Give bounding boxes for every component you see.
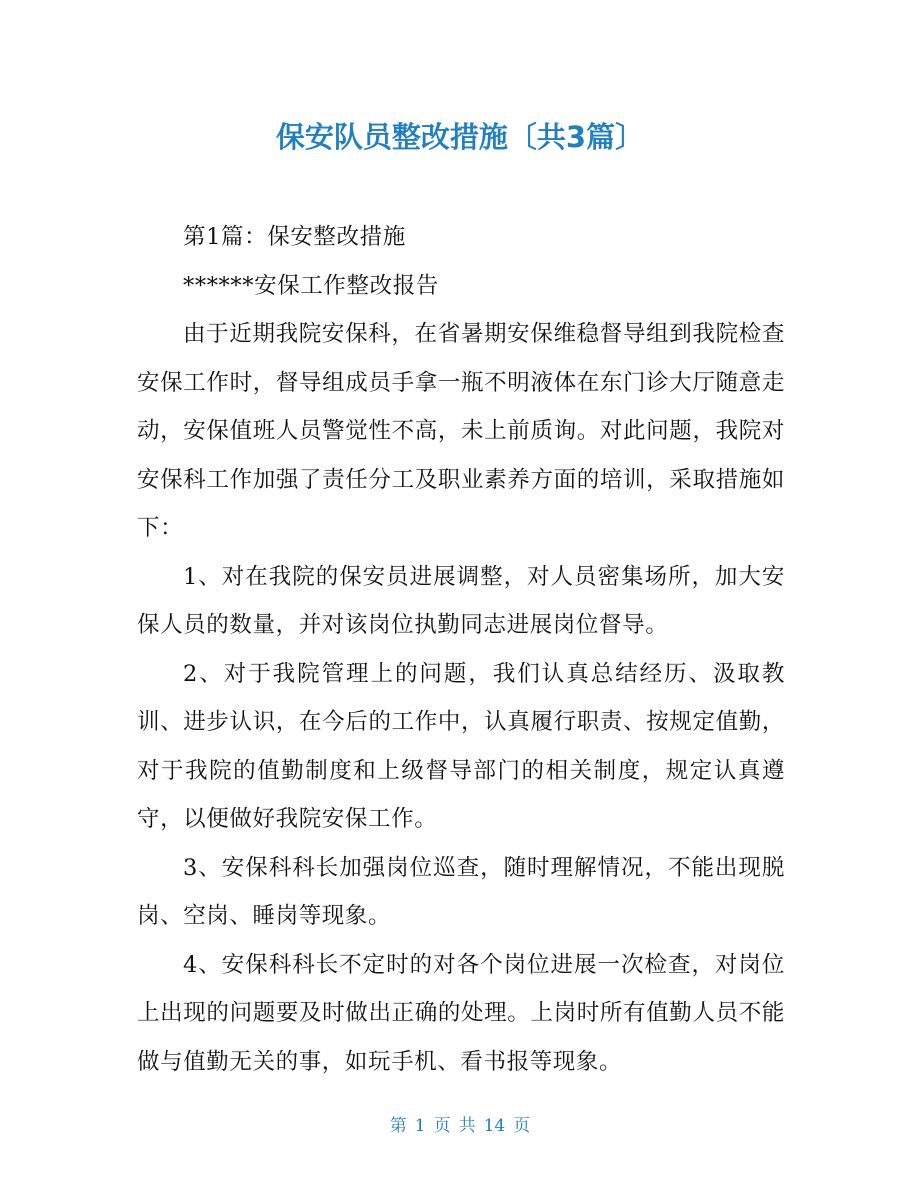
measure-paragraph-1: 1、对在我院的保安员进展调整，对人员密集场所，加大安保人员的数量，并对该岗位执勤同志进展岗位督导。 — [137, 563, 785, 638]
measure-paragraph-2: 2、对于我院管理上的问题，我们认真总结经历、汲取教训、进步认识，在今后的工作中，认真履行职责、按规定值勤，对于我院的值勤制度和上级督导部门的相关制度，规定认真遵守，以便做好我院安保工作。 — [137, 660, 785, 832]
document-title: 保安队员整改措施〔共3篇〕 — [275, 120, 645, 154]
footer-total-pages: 14 — [483, 1116, 506, 1136]
intro-paragraph: 由于近期我院安保科，在省暑期安保维稳督导组到我院检查安保工作时，督导组成员手拿一瓶不明液体在东门诊大厅随意走动，安保值班人员警觉性不高，未上前质询。对此问题，我院对安保科工作加强了责任分工及职业素养方面的培训，采取措施如下： — [137, 321, 785, 541]
footer-page-unit: 页 — [433, 1116, 451, 1136]
footer-suffix: 页 — [513, 1116, 531, 1136]
footer-current-page: 1 — [414, 1116, 426, 1136]
report-heading: ******安保工作整改报告 — [183, 272, 439, 299]
chapter-heading: 第1篇：保安整改措施 — [183, 224, 406, 250]
footer-prefix: 第 — [389, 1116, 407, 1136]
footer-total-label: 共 — [458, 1116, 476, 1136]
measure-paragraph-3: 3、安保科科长加强岗位巡查，随时理解情况，不能出现脱岗、空岗、睡岗等现象。 — [137, 854, 785, 929]
document-body — [137, 213, 785, 1086]
page-number-footer — [0, 1113, 920, 1139]
measure-paragraph-4: 4、安保科科长不定时的对各个岗位进展一次检查，对岗位上出现的问题要及时做出正确的处理。上岗时所有值勤人员不能做与值勤无关的事，如玩手机、看书报等现象。 — [137, 951, 785, 1075]
